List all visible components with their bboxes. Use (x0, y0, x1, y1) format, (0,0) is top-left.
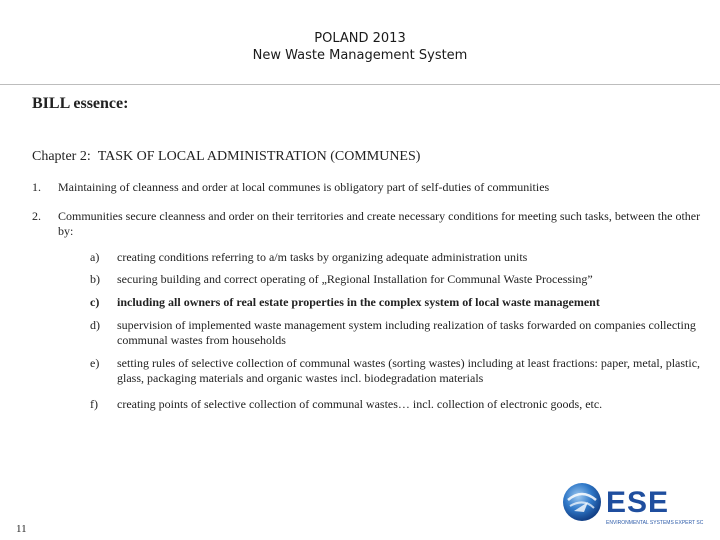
subitem-text: supervision of implemented waste management system including realization of tasks forwarded on companies collecting communal wastes from households (117, 318, 696, 347)
subitem-letter: b) (90, 272, 100, 286)
slide-header (0, 30, 720, 64)
subitem-letter: f) (90, 397, 98, 411)
chapter-heading (32, 149, 420, 165)
subitem-text: securing building and correct operating of „Regional Installation for Communal Waste Processing” (117, 272, 593, 286)
subitem-letter: a) (90, 250, 100, 264)
item-text: Maintaining of cleanness and order at local communes is obligatory part of self-duties of communities (58, 180, 550, 194)
item-text: Communities secure cleanness and order on their territories and create necessary conditions for meeting such tasks, between the other by: (58, 209, 701, 238)
logo-wordmark: ESE (606, 486, 670, 519)
bill-title: BILL essence: (32, 95, 129, 112)
subitem-letter: d) (90, 318, 100, 332)
subitem-text: including all owners of real estate properties in the complex system of local waste management (117, 295, 600, 309)
subitem-text: creating points of selective collection of communal wastes… incl. collection of electronic goods, etc. (117, 397, 603, 411)
item-number: 2. (32, 209, 41, 223)
subitem-text: setting rules of selective collection of communal wastes (sorting wastes) including at least fractions: paper, metal, plastic, glass, packaging materials and organic wastes incl. biodegradation materials (117, 356, 701, 385)
page-number: 11 (16, 523, 27, 535)
company-logo (560, 478, 710, 528)
subitem-letter: e) (90, 356, 100, 370)
header-divider (0, 84, 720, 85)
subitem-letter: c) (90, 295, 100, 309)
header-title: POLAND 2013 (314, 31, 406, 46)
logo-tagline: ENVIRONMENTAL SYSTEMS EXPERT SC (606, 520, 704, 526)
ese-logo-icon (560, 478, 710, 528)
chapter-title: TASK OF LOCAL ADMINISTRATION (COMMUNES) (97, 149, 421, 164)
subitem-text: creating conditions referring to a/m tasks by organizing adequate administration units (117, 250, 528, 264)
item-number: 1. (32, 180, 41, 194)
header-subtitle: New Waste Management System (252, 48, 468, 63)
chapter-label: Chapter 2: (32, 149, 91, 164)
